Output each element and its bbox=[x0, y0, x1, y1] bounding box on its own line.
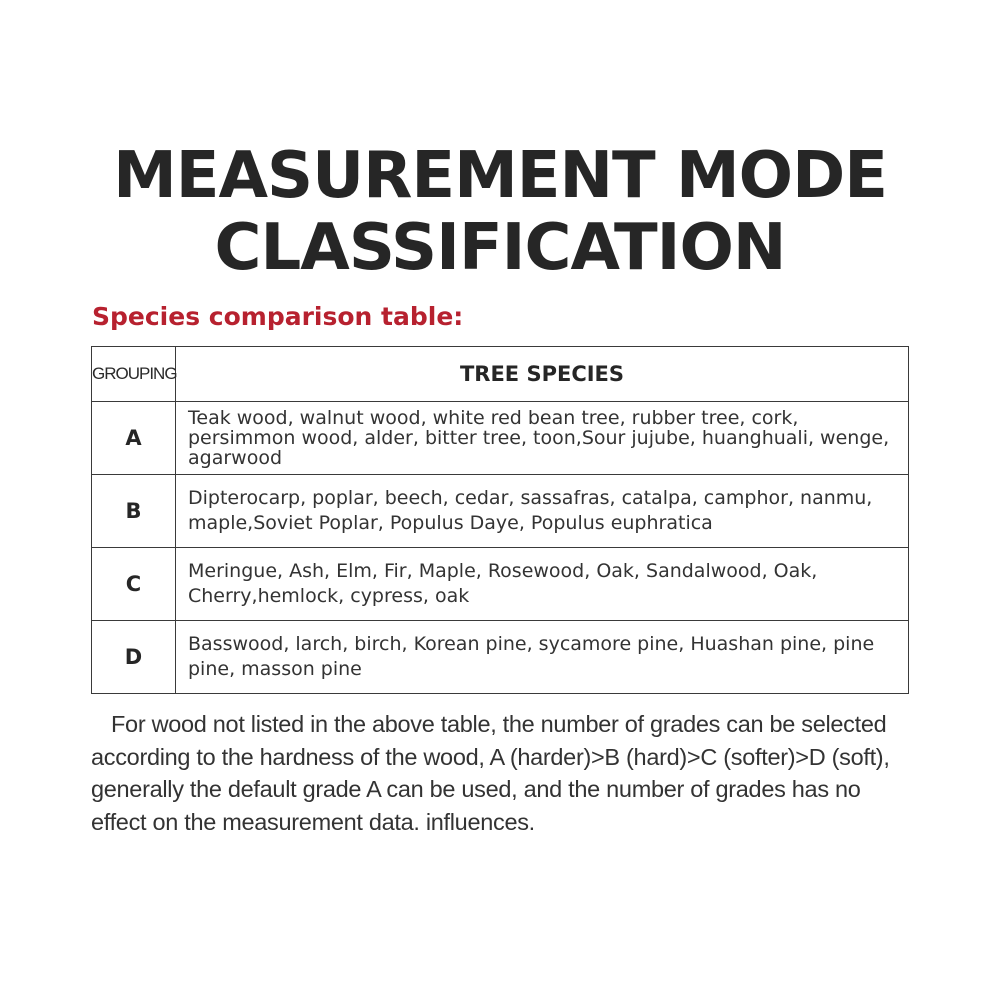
hardness-note: For wood not listed in the above table, the number of grades can be selected according to the hardness of the wood, A (harder)>B (hard)>C (softer)>D (soft), generally the default grade A can be used, and the number of grades has no effect on the measurement data. influences. bbox=[91, 711, 890, 835]
title-line-1: MEASUREMENT MODE bbox=[113, 139, 887, 213]
group-label: D bbox=[92, 621, 176, 694]
table-row bbox=[92, 475, 909, 548]
species-list: Teak wood, walnut wood, white red bean tree, rubber tree, cork, persimmon wood, alder, bitter tree, toon,Sour jujube, huanghuali, wenge, agarwood bbox=[176, 402, 909, 475]
species-list: Basswood, larch, birch, Korean pine, sycamore pine, Huashan pine, pine pine, masson pine bbox=[176, 621, 909, 694]
species-list: Dipterocarp, poplar, beech, cedar, sassafras, catalpa, camphor, nanmu, maple,Soviet Poplar, Populus Daye, Populus euphratica bbox=[176, 475, 909, 548]
grouping-header: GROUPING bbox=[92, 347, 176, 402]
table-header-row bbox=[92, 347, 909, 402]
table-row bbox=[92, 548, 909, 621]
page-title bbox=[0, 140, 1000, 284]
table-row bbox=[92, 402, 909, 475]
species-comparison-table bbox=[91, 346, 909, 694]
group-label: A bbox=[92, 402, 176, 475]
title-line-2: CLASSIFICATION bbox=[214, 211, 786, 285]
group-label: B bbox=[92, 475, 176, 548]
species-list: Meringue, Ash, Elm, Fir, Maple, Rosewood, Oak, Sandalwood, Oak, Cherry,hemlock, cypress, oak bbox=[176, 548, 909, 621]
group-label: C bbox=[92, 548, 176, 621]
tree-species-header: TREE SPECIES bbox=[176, 347, 909, 402]
table-row bbox=[92, 621, 909, 694]
table-caption: Species comparison table: bbox=[92, 302, 464, 331]
